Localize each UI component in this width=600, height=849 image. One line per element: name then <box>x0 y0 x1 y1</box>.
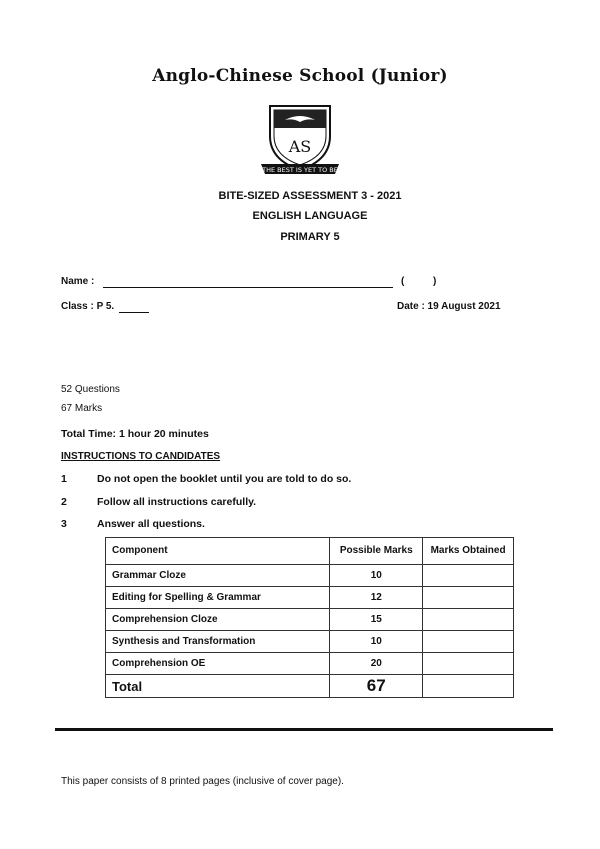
table-row <box>106 587 514 609</box>
index-close-paren: ) <box>433 276 437 287</box>
instruction-text: Answer all questions. <box>97 518 205 530</box>
class-label: Class : P 5. <box>61 301 115 312</box>
total-marks-obtained[interactable] <box>423 675 514 698</box>
instruction-number: 1 <box>61 473 67 485</box>
instruction-number: 2 <box>61 496 67 508</box>
svg-text:THE BEST IS YET TO BE: THE BEST IS YET TO BE <box>262 166 338 174</box>
possible-marks-header: Possible Marks <box>330 538 423 565</box>
possible-marks-cell: 15 <box>330 609 423 631</box>
table-row <box>106 609 514 631</box>
class-input-line[interactable] <box>119 312 149 313</box>
svg-text:AS: AS <box>288 137 312 156</box>
subject-title: ENGLISH LANGUAGE <box>252 210 368 222</box>
marks-table <box>105 537 514 698</box>
total-possible-marks: 67 <box>330 675 423 698</box>
table-row <box>106 565 514 587</box>
marks-obtained-cell[interactable] <box>423 565 514 587</box>
school-name: Anglo-Chinese School (Junior) <box>152 66 448 86</box>
date-label: Date : 19 August 2021 <box>397 301 501 312</box>
table-row <box>106 653 514 675</box>
component-cell: Grammar Cloze <box>106 565 330 587</box>
total-time: Total Time: 1 hour 20 minutes <box>61 428 209 440</box>
component-cell: Editing for Spelling & Grammar <box>106 587 330 609</box>
assessment-title: BITE-SIZED ASSESSMENT 3 - 2021 <box>218 190 402 202</box>
total-row <box>106 675 514 698</box>
index-open-paren: ( <box>401 276 405 287</box>
page-count-note: This paper consists of 8 printed pages (inclusive of cover page). <box>61 776 344 787</box>
marks-obtained-cell[interactable] <box>423 609 514 631</box>
marks-obtained-header: Marks Obtained <box>423 538 514 565</box>
question-count: 52 Questions <box>61 384 120 395</box>
component-header: Component <box>106 538 330 565</box>
name-input-line[interactable] <box>103 287 393 288</box>
marks-count: 67 Marks <box>61 403 103 414</box>
table-header-row <box>106 538 514 565</box>
marks-obtained-cell[interactable] <box>423 653 514 675</box>
possible-marks-cell: 20 <box>330 653 423 675</box>
marks-obtained-cell[interactable] <box>423 631 514 653</box>
table-row <box>106 631 514 653</box>
component-cell: Comprehension Cloze <box>106 609 330 631</box>
possible-marks-cell: 10 <box>330 631 423 653</box>
total-label: Total <box>106 675 330 698</box>
name-label: Name : <box>61 276 95 287</box>
possible-marks-cell: 12 <box>330 587 423 609</box>
instruction-text: Follow all instructions carefully. <box>97 496 257 508</box>
component-cell: Synthesis and Transformation <box>106 631 330 653</box>
component-cell: Comprehension OE <box>106 653 330 675</box>
instruction-number: 3 <box>61 518 67 530</box>
school-crest-logo <box>255 98 345 180</box>
level-title: PRIMARY 5 <box>280 231 340 243</box>
divider-line <box>55 728 553 731</box>
instruction-text: Do not open the booklet until you are told to do so. <box>97 473 352 485</box>
possible-marks-cell: 10 <box>330 565 423 587</box>
instructions-heading: INSTRUCTIONS TO CANDIDATES <box>61 451 221 462</box>
marks-obtained-cell[interactable] <box>423 587 514 609</box>
